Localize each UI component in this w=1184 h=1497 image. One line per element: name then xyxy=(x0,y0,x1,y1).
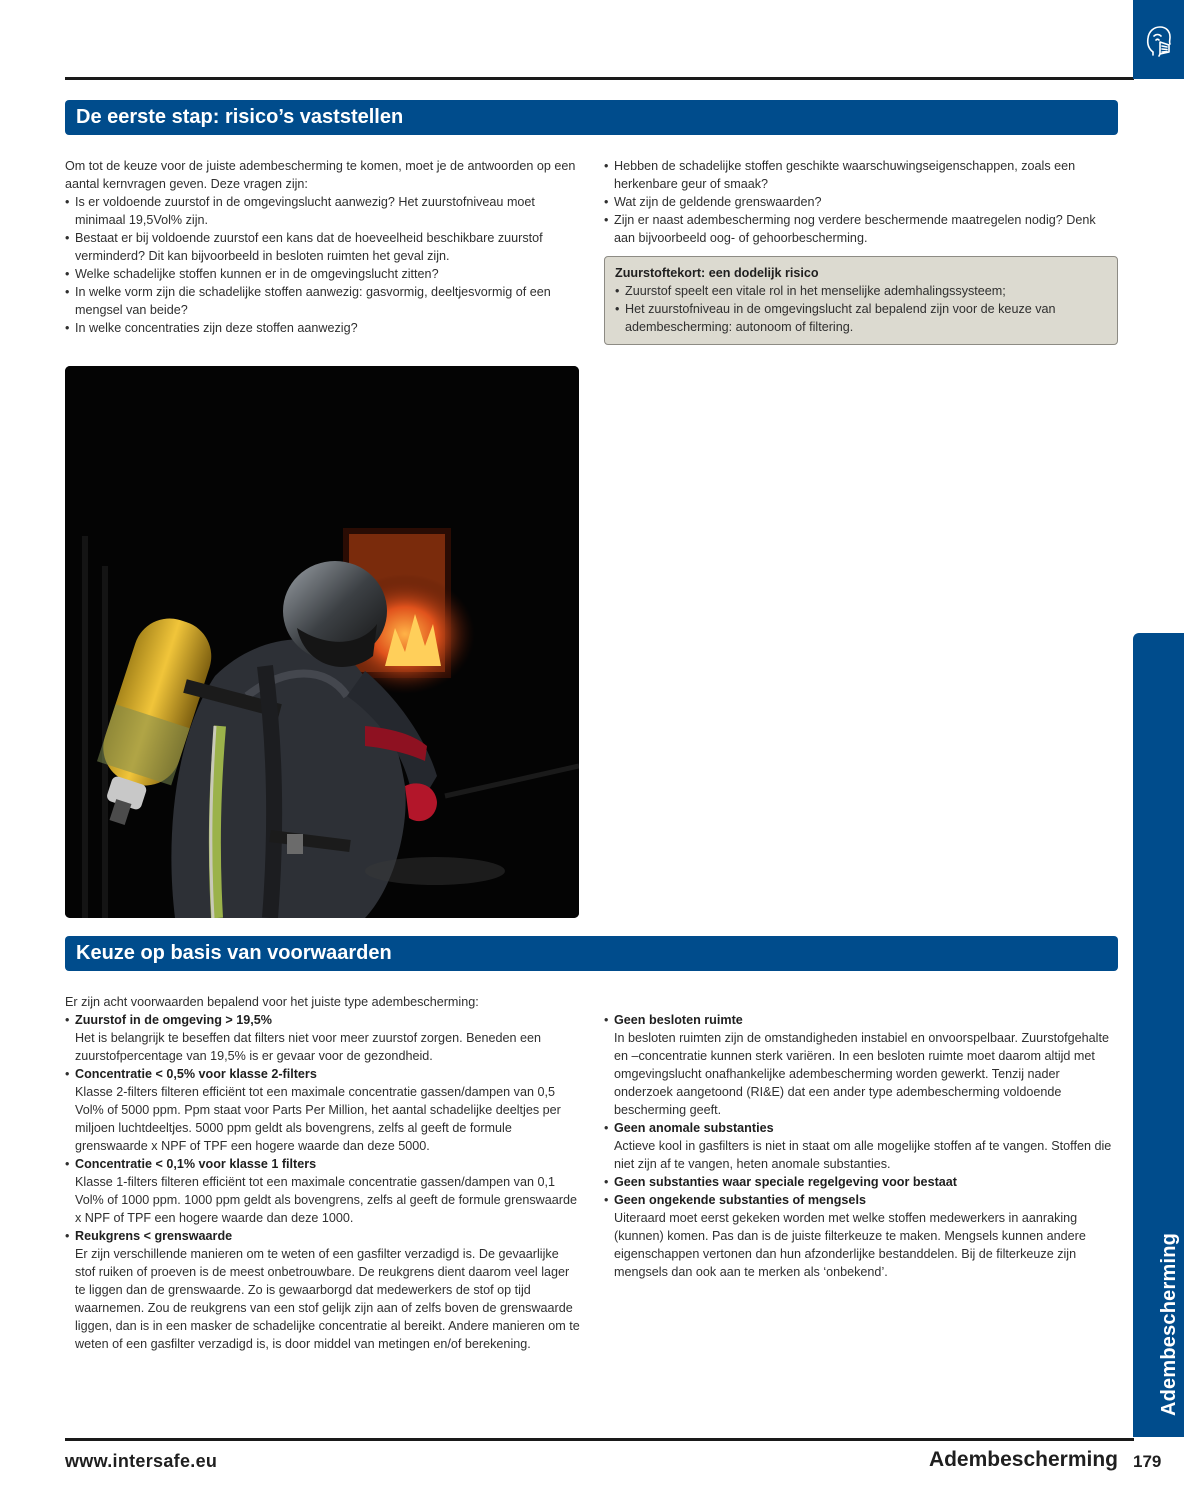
conditions-list-left xyxy=(65,1011,581,1353)
side-tab-label: Adembescherming xyxy=(1158,1232,1180,1416)
list-item: • Het zuurstofniveau in de omgevingslucht zal bepalend zijn voor de keuze van adembescherming: autonoom of filtering. xyxy=(615,300,1107,336)
condition-term: • Geen substanties waar speciale regelgeving voor bestaat xyxy=(614,1175,957,1189)
condition-term: • Geen ongekende substanties of mengsels xyxy=(614,1193,866,1207)
condition-term: • Zuurstof in de omgeving > 19,5% xyxy=(75,1013,272,1027)
infobox-title: Zuurstoftekort: een dodelijk risico xyxy=(615,266,819,280)
condition-term: • Concentratie < 0,1% voor klasse 1 filters xyxy=(75,1157,317,1171)
list-item: • In welke concentraties zijn deze stoffen aanwezig? xyxy=(65,319,581,337)
list-item: • Bestaat er bij voldoende zuurstof een kans dat de hoeveelheid beschikbare zuurstof verminderd? Dit kan bijvoorbeeld in besloten ruimten het geval zijn. xyxy=(65,229,581,265)
section-title-risks: De eerste stap: risico’s vaststellen xyxy=(65,100,1118,135)
condition-text: In besloten ruimten zijn de omstandigheden instabiel en onvoorspelbaar. Zuurstofgehalte en –concentratie kunnen sterk variëren. In een besloten ruimte moet daarom altijd met omgevingslucht onafhankelijke adembescherming worden gewerkt. Tenzij nader onderzoek aangetoond (RI&E) dat een ander type adembescherming voldoende bescherming geeft. xyxy=(614,1031,1109,1117)
condition-term: • Geen besloten ruimte xyxy=(614,1013,743,1027)
page-number: 179 xyxy=(1133,1452,1162,1471)
list-item: • In welke vorm zijn die schadelijke stoffen aanwezig: gasvormig, deeltjesvormig of een mengsel van beide? xyxy=(65,283,581,319)
list-item: • Zuurstof speelt een vitale rol in het menselijke ademhalingssysteem; xyxy=(615,282,1107,300)
list-item xyxy=(65,1155,581,1227)
footer-url[interactable]: www.intersafe.eu xyxy=(65,1451,218,1471)
risks-right-column xyxy=(604,157,1120,247)
conditions-right-column xyxy=(604,1011,1120,1281)
risks-intro: Om tot de keuze voor de juiste adembescherming te komen, moet je de antwoorden op een aantal kernvragen geven. Deze vragen zijn: xyxy=(65,159,576,191)
list-item: • Is er voldoende zuurstof in de omgevingslucht aanwezig? Het zuurstofniveau moet minimaal 19,5Vol% zijn. xyxy=(65,193,581,229)
condition-term: • Geen anomale substanties xyxy=(614,1121,774,1135)
questions-list-left xyxy=(65,193,581,337)
conditions-intro: Er zijn acht voorwaarden bepalend voor het juiste type adembescherming: xyxy=(65,995,479,1009)
condition-term: • Concentratie < 0,5% voor klasse 2-filters xyxy=(75,1067,317,1081)
condition-text: Klasse 1-filters filteren efficiënt tot een maximale concentratie gassen/dampen van 0,1 Vol% of 1000 ppm. 1000 ppm geldt als bovengrens, zelfs al geeft de formule grenswaarde x NPF of TPF een hogere waarde dan deze 1000. xyxy=(75,1175,577,1225)
risks-left-column xyxy=(65,157,581,337)
firefighter-photo xyxy=(65,366,579,918)
list-item: • Hebben de schadelijke stoffen geschikte waarschuwingseigenschappen, zoals een herkenbare geur of smaak? xyxy=(604,157,1120,193)
list-item xyxy=(604,1011,1120,1119)
oxygen-deficiency-infobox xyxy=(604,256,1118,345)
corner-tab xyxy=(1133,0,1184,79)
condition-text: Uiteraard moet eerst gekeken worden met welke stoffen medewerkers in aanraking (kunnen) komen. Pas dan is de juiste filterkeuze te maken. Mengsels kunnen andere eigenschappen vertonen dan hun afzonderlijke bestanddelen. Bij de filterkeuze zijn mengsels dan ook aan te merken als ‘onbekend’. xyxy=(614,1211,1086,1279)
list-item xyxy=(65,1065,581,1155)
conditions-list-right xyxy=(604,1011,1120,1281)
section-title-conditions: Keuze op basis van voorwaarden xyxy=(65,936,1118,971)
condition-text: Het is belangrijk te beseffen dat filters niet voor meer zuurstof zorgen. Beneden een zuurstofpercentage van 19,5% is er gevaar voor de gezondheid. xyxy=(75,1031,542,1063)
condition-text: Er zijn verschillende manieren om te weten of een gasfilter verzadigd is. De gevaarlijke stof ruiken of proeven is de meest onbetrouwbare. De reukgrens dient daarom veel lager te liggen dan de grenswaarde. Zo is gewaarborgd dat medewerkers de stof op tijd waarnemen. Zou de reukgrens van een stof gelijk zijn aan of zelfs boven de grenswaarde liggen, dan is in een masker de schadelijke concentratie al bereikt. Andere manieren om te weten of een gasfilter verzadigd is, is door middel van metingen en/of berekening. xyxy=(75,1247,580,1351)
firefighter-illustration xyxy=(65,366,579,918)
breathing-mask-icon xyxy=(1142,22,1176,58)
list-item: • Welke schadelijke stoffen kunnen er in de omgevingslucht zitten? xyxy=(65,265,581,283)
list-item xyxy=(604,1191,1120,1281)
list-item xyxy=(604,1119,1120,1173)
list-item: • Zijn er naast adembescherming nog verdere beschermende maatregelen nodig? Denk aan bijvoorbeeld oog- of gehoorbescherming. xyxy=(604,211,1120,247)
list-item xyxy=(65,1227,581,1353)
questions-list-right xyxy=(604,157,1120,247)
condition-term: • Reukgrens < grenswaarde xyxy=(75,1229,233,1243)
top-rule xyxy=(65,77,1134,80)
condition-text: Klasse 2-filters filteren efficiënt tot een maximale concentratie gassen/dampen van 0,5 Vol% of 5000 ppm. Ppm staat voor Parts Per Million, het aantal schadelijke deeltjes per miljoen luchtdeeltjes. 5000 ppm geldt als bovengrens, zelfs al geeft de formule grenswaarde x NPF of TPF een hogere waarde dan deze 5000. xyxy=(75,1085,561,1153)
list-item xyxy=(65,1011,581,1065)
footer-section-title: Adembescherming xyxy=(928,1448,1118,1471)
condition-text: Actieve kool in gasfilters is niet in staat om alle mogelijke stoffen af te vangen. Stoffen die niet zijn af te vangen, heten anomale substanties. xyxy=(614,1139,1112,1171)
list-item: • Wat zijn de geldende grenswaarden? xyxy=(604,193,1120,211)
bottom-rule xyxy=(65,1438,1134,1441)
infobox-list xyxy=(615,282,1107,336)
list-item xyxy=(604,1173,1120,1191)
conditions-left-column xyxy=(65,993,581,1353)
